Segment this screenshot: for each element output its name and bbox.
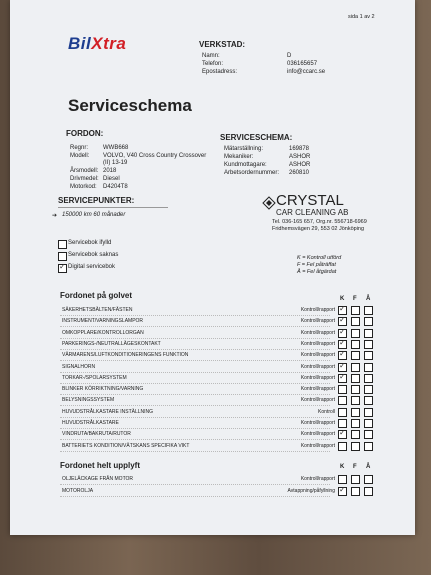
task-name: MOTOROLJA: [62, 487, 94, 494]
field-value: 2018: [103, 168, 117, 174]
logo-part2: Xtra: [91, 34, 127, 53]
status-checkbox[interactable]: [351, 396, 360, 405]
field-value: 169878: [289, 146, 310, 152]
status-checkbox[interactable]: [364, 374, 373, 383]
status-checkbox[interactable]: [364, 363, 373, 372]
status-checkbox[interactable]: [338, 385, 347, 394]
task-name: SÄKERHETSBÄLTEN/FÄSTEN: [62, 307, 133, 313]
task-name: OLJELÄCKAGE FRÅN MOTOR: [62, 476, 134, 482]
row-divider: [60, 326, 330, 327]
status-checkbox[interactable]: [338, 419, 347, 428]
status-checkbox[interactable]: [364, 442, 373, 451]
section2-heading: Fordonet helt upplyft: [60, 461, 140, 470]
status-checkbox[interactable]: [364, 340, 373, 349]
field-value: info@ccarc.se: [287, 69, 326, 75]
status-checkbox[interactable]: [364, 487, 373, 496]
status-checkbox[interactable]: [338, 329, 347, 338]
legend-item: K = Kontroll utförd: [297, 255, 342, 261]
field-value: 260810: [289, 170, 310, 176]
arrow-icon: ➔: [52, 213, 58, 219]
row-divider: [60, 439, 330, 440]
row-divider: [60, 394, 330, 395]
section1-heading: Fordonet på golvet: [60, 291, 132, 300]
task-name: TORKAR-/SPOLARSYSTEM: [62, 374, 127, 381]
servicebok-checkbox[interactable]: [58, 264, 67, 273]
field-label: Motorkod:: [70, 184, 97, 190]
column-header: F: [353, 464, 357, 470]
task-name: PARKERINGS-/NEUTRALLÄGESKONTAKT: [62, 340, 161, 347]
status-checkbox[interactable]: [351, 408, 360, 417]
status-checkbox[interactable]: [351, 317, 360, 326]
status-checkbox[interactable]: [351, 419, 360, 428]
status-checkbox[interactable]: [338, 306, 347, 315]
status-checkbox[interactable]: [351, 487, 360, 496]
status-checkbox[interactable]: [351, 374, 360, 383]
crystal-contact: Tel. 036-165 657, Org.nr. 556718-6969: [272, 219, 367, 225]
field-value: D: [287, 53, 292, 59]
servicebok-label: Digital servicebok: [68, 264, 116, 270]
servicebok-checkbox[interactable]: [58, 240, 67, 249]
status-checkbox[interactable]: [364, 475, 373, 484]
field-label: Drivmedel:: [70, 176, 99, 182]
row-divider: [60, 484, 330, 485]
task-name: BATTERIETS KONDITION/VÄTSKANS SPECIFIKA VIKT: [62, 442, 190, 449]
task-name: INSTRUMENT/VARNINGSLAMPOR: [62, 318, 144, 325]
page-number: sida 1 av 2: [348, 14, 375, 20]
field-value: VOLVO, V40 Cross Country Crossover (II) 13-19: [103, 153, 207, 166]
field-label: Telefon:: [202, 61, 224, 67]
crystal-logo-icon: [262, 196, 276, 210]
task-action: Kontroll/rapport: [300, 340, 335, 347]
legend-item: Å = Fel åtgärdat: [297, 269, 337, 275]
status-checkbox[interactable]: [351, 351, 360, 360]
row-divider: [60, 315, 330, 316]
row-divider: [60, 349, 330, 350]
column-header: K: [340, 464, 345, 470]
task-name: OMKOPPLARE/KONTROLLORGAN: [62, 329, 144, 336]
row-divider: [60, 338, 330, 339]
legend-item: F = Fel påträffat: [297, 262, 336, 268]
document-page: [10, 0, 415, 535]
field-value: ASHOR: [289, 154, 311, 160]
row-divider: [60, 383, 330, 384]
field-label: Modell:: [70, 153, 90, 159]
task-action: Kontroll/rapport: [300, 476, 335, 482]
field-label: Mätarställning:: [224, 146, 264, 152]
task-action: Kontroll/rapport: [300, 397, 335, 404]
status-checkbox[interactable]: [338, 442, 347, 451]
status-checkbox[interactable]: [338, 430, 347, 439]
field-value: WWB668: [103, 145, 129, 151]
serviceschema-heading: SERVICESCHEMA:: [220, 133, 293, 142]
column-header: K: [340, 296, 345, 302]
status-checkbox[interactable]: [338, 340, 347, 349]
status-checkbox[interactable]: [364, 419, 373, 428]
column-header: Å: [366, 464, 371, 470]
field-value: 036165657: [287, 61, 318, 67]
status-checkbox[interactable]: [338, 374, 347, 383]
task-name: BELYSNINGSSYSTEM: [62, 397, 115, 404]
task-name: VINDRUTA/BAKRUTA/RUTOR: [62, 431, 131, 438]
task-action: Kontroll/rapport: [300, 442, 335, 449]
field-value: Diesel: [103, 176, 120, 182]
status-checkbox[interactable]: [364, 408, 373, 417]
status-checkbox[interactable]: [351, 340, 360, 349]
row-divider: [60, 417, 330, 418]
row-divider: [60, 372, 330, 373]
status-checkbox[interactable]: [351, 385, 360, 394]
task-action: Kontroll/rapport: [300, 318, 335, 325]
field-label: Regnr:: [70, 145, 89, 151]
task-action: Kontroll/rapport: [300, 420, 335, 426]
task-name: VÄRMARENS/LUFTKONDITIONERINGENS FUNKTION: [62, 352, 189, 359]
logo-part1: Bil: [68, 34, 92, 53]
task-action: Kontroll/rapport: [300, 307, 335, 313]
task-name: HUVUDSTRÅLKASTARE INSTÄLLNING: [62, 408, 154, 415]
task-action: Kontroll/rapport: [300, 329, 335, 336]
task-action: Kontroll: [318, 408, 335, 415]
servicebok-label: Servicebok saknas: [68, 252, 119, 258]
status-checkbox[interactable]: [364, 306, 373, 315]
servicepunkter-heading: SERVICEPUNKTER:: [58, 196, 135, 205]
status-checkbox[interactable]: [338, 317, 347, 326]
field-label: Namn:: [202, 53, 220, 59]
status-checkbox[interactable]: [364, 317, 373, 326]
task-name: HUVUDSTRÅLKASTARE: [62, 420, 119, 426]
field-value: ASHOR: [289, 162, 311, 168]
task-name: SIGNALHORN: [62, 363, 96, 370]
status-checkbox[interactable]: [351, 329, 360, 338]
crystal-sub: CAR CLEANING AB: [276, 208, 349, 217]
row-divider: [60, 360, 330, 361]
field-label: Kundmottagare:: [224, 162, 267, 168]
verkstad-heading: VERKSTAD:: [199, 40, 246, 49]
status-checkbox[interactable]: [351, 430, 360, 439]
status-checkbox[interactable]: [364, 385, 373, 394]
row-divider: [60, 405, 330, 406]
column-header: Å: [366, 296, 371, 302]
task-action: Kontroll/rapport: [300, 363, 335, 370]
status-checkbox[interactable]: [338, 396, 347, 405]
status-checkbox[interactable]: [364, 430, 373, 439]
status-checkbox[interactable]: [338, 487, 347, 496]
bilxtra-logo: [68, 34, 126, 54]
status-checkbox[interactable]: [338, 408, 347, 417]
status-checkbox[interactable]: [351, 306, 360, 315]
task-action: Kontroll/rapport: [300, 352, 335, 359]
field-label: Mekaniker:: [224, 154, 254, 160]
row-divider: [60, 428, 330, 429]
page-title: Serviceschema: [68, 96, 192, 115]
status-checkbox[interactable]: [351, 442, 360, 451]
crystal-name: CRYSTAL: [276, 192, 344, 209]
task-action: Kontroll/rapport: [300, 431, 335, 438]
heading-underline: [58, 207, 168, 208]
column-header: F: [353, 296, 357, 302]
status-checkbox[interactable]: [364, 396, 373, 405]
row-divider: [60, 451, 330, 452]
servicebok-label: Servicebok ifylld: [68, 240, 112, 246]
task-action: Kontroll/rapport: [300, 374, 335, 381]
field-label: Årsmodell:: [70, 168, 99, 174]
task-action: Avtappning/påfyllning: [287, 487, 335, 494]
status-checkbox[interactable]: [338, 363, 347, 372]
field-value: D4204T8: [103, 184, 128, 190]
status-checkbox[interactable]: [351, 363, 360, 372]
task-name: BLINKER KÖRRIKTNING/VARNING: [62, 386, 144, 393]
crystal-address: Fridhemsvägen 29, 553 02 Jönköping: [272, 226, 365, 232]
fordon-heading: FORDON:: [66, 129, 104, 138]
status-checkbox[interactable]: [364, 329, 373, 338]
status-checkbox[interactable]: [364, 351, 373, 360]
field-label: Arbetsordernummer:: [224, 170, 280, 176]
task-action: Kontroll/rapport: [300, 386, 335, 393]
status-checkbox[interactable]: [338, 351, 347, 360]
field-label: Epostadress:: [202, 69, 238, 75]
row-divider: [60, 496, 330, 497]
servicebok-checkbox[interactable]: [58, 252, 67, 261]
servicepunkter-item: 150000 km 60 månader: [62, 212, 126, 218]
status-checkbox[interactable]: [338, 475, 347, 484]
status-checkbox[interactable]: [351, 475, 360, 484]
